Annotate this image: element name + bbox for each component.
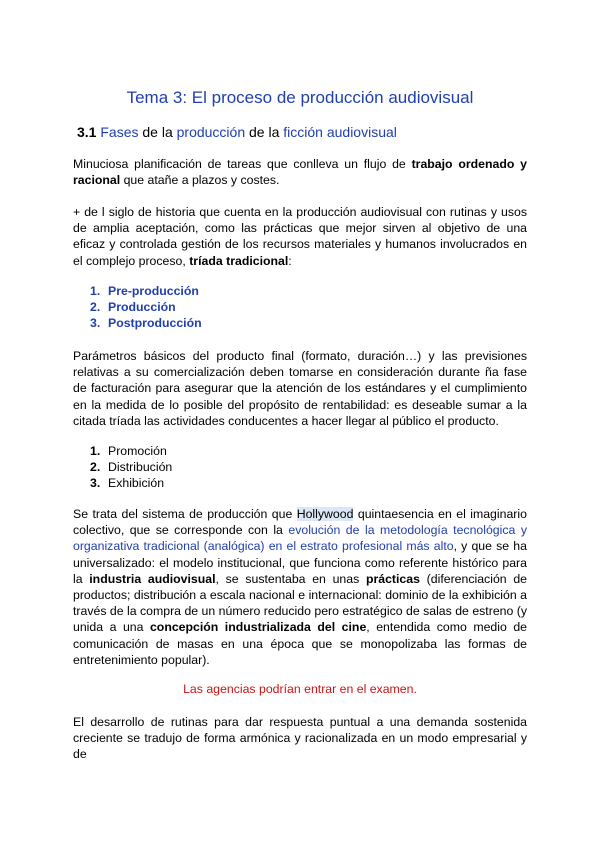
- p4-text-2: quintaesencia en el imaginario colectivo, que se corresponde con la: [73, 507, 527, 538]
- list-number: 3.: [90, 316, 101, 331]
- list-number: 1.: [90, 284, 101, 298]
- list-item: [90, 299, 202, 315]
- highlighted-word: Hollywood: [296, 507, 354, 521]
- list-item: [90, 443, 172, 459]
- exam-note: Las agencias podrían entrar en el examen.: [183, 682, 417, 696]
- list-label: Pre-producción: [108, 284, 199, 298]
- list-label: Postproducción: [108, 316, 202, 331]
- list-number: 1.: [90, 444, 101, 458]
- paragraph-history: [73, 204, 527, 269]
- list-label: Distribución: [108, 460, 173, 475]
- p4-text-1: Se trata del sistema de producción que: [73, 507, 297, 521]
- section-word-produccion: producción: [176, 124, 246, 140]
- p4-bold-3: concepción industrializada del cine: [149, 620, 367, 635]
- list-item: [90, 315, 202, 331]
- p4-bold-2: prácticas: [365, 571, 420, 586]
- p2-text-1: + de l siglo de historia que cuenta en la producción audiovisual con rutinas y usos de amplia aceptación, como las prácticas que mejor sirven al objetivo de una eficaz y controlada gestión de los recursos materiales y humanos involucrados en el complejo proceso,: [73, 205, 527, 268]
- p2-text-2: :: [288, 253, 292, 268]
- p1-bold: trabajo ordenado y racional: [73, 157, 527, 188]
- p4-bold-1: industria audiovisual: [89, 571, 216, 586]
- paragraph-hollywood: [73, 506, 527, 668]
- p4-text-3: , y que se ha universalizado: el modelo institucional, que funciona como referente histórico para la: [73, 539, 527, 586]
- section-heading: [77, 124, 397, 140]
- production-phases-list: [90, 283, 202, 332]
- list-label: Producción: [108, 300, 176, 315]
- p2-bold: tríada tradicional: [189, 253, 289, 268]
- distribution-list: [90, 443, 172, 492]
- paragraph-parameters: Parámetros básicos del producto final (formato, duración…) y las previsiones relativas a su comercialización deben tomarse en consideración durante ña fase de facturación para asegurar que la atención de los estándares y el cumplimiento en la medida de lo posible del propósito de rentabilidad: es deseable sumar a la citada tríada las actividades conducentes a hacer llegar al público el producto.: [73, 349, 527, 428]
- list-number: 2.: [90, 300, 101, 315]
- p4-blue-text: evolución de la metodología tecnológica y organizativa tradicional (analógica) en el estrato profesional más alto: [73, 523, 527, 554]
- p1-text-1: Minuciosa planificación de tareas que conlleva un flujo de: [73, 157, 412, 171]
- paragraph-planning: [73, 156, 527, 188]
- p1-text-2: que atañe a plazos y costes.: [120, 173, 280, 188]
- p4-text-6: , entendida como medio de comunicación de masas en una época que se monopolizaba las formas de entretenimiento popular).: [73, 620, 527, 667]
- section-word-ficcion: ficción audiovisual: [283, 124, 397, 140]
- page-title: Tema 3: El proceso de producción audiovisual: [126, 88, 474, 107]
- p4-text-4: , se sustentaba en unas: [215, 571, 366, 586]
- p4-text-5: (diferenciación de productos; distribución a escala nacional e internacional: dominio de la exhibición a través de la compra de un número reducido pero estratégico de salas de estreno (y unida a una: [73, 571, 527, 635]
- list-number: 3.: [90, 476, 101, 491]
- list-item: [90, 459, 172, 475]
- section-number: 3.1: [77, 124, 97, 140]
- section-word-de-la-2: de la: [249, 124, 280, 140]
- paragraph-routines: El desarrollo de rutinas para dar respuesta puntual a una demanda sostenida creciente se tradujo de forma armónica y racionalizada en un modo empresarial y de: [73, 715, 527, 762]
- list-label: Exhibición: [108, 476, 165, 491]
- list-label: Promoción: [108, 444, 167, 458]
- list-item: [90, 475, 172, 491]
- section-word-de-la-1: de la: [142, 124, 173, 140]
- list-number: 2.: [90, 460, 101, 475]
- list-item: [90, 283, 202, 299]
- section-word-fases: Fases: [100, 124, 139, 140]
